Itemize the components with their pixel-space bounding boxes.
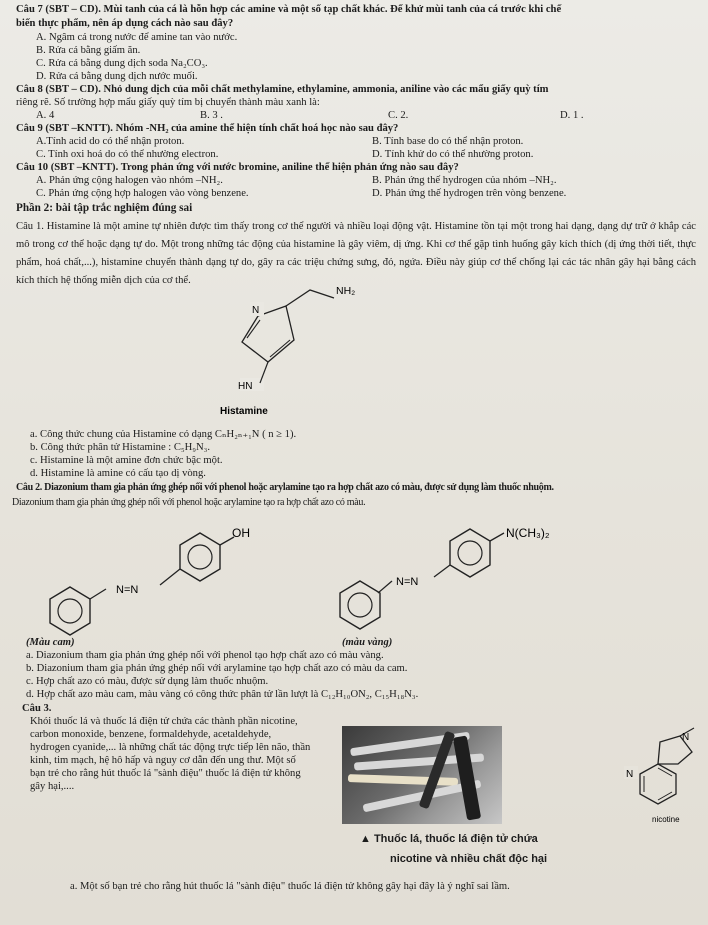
c3-line-5: bạn trẻ cho rằng hút thuốc lá "sành điệu" thuốc lá điện tử không — [30, 768, 301, 779]
c3-line-2: carbon monoxide, benzene, formaldehyde, acetaldehyde, — [30, 729, 272, 740]
nme2-label: N(CH₃)₂ — [506, 526, 550, 540]
c2-statement-b[interactable]: b. Diazonium tham gia phản ứng ghép nối với arylamine tạo hợp chất azo có màu da cam. — [26, 663, 408, 674]
nicotine-pyridine-n: N — [626, 769, 634, 780]
orange-label: (Màu cam) — [26, 637, 75, 648]
histamine-name: Histamine — [220, 406, 268, 417]
q8-option-d[interactable]: D. 1 . — [560, 110, 584, 121]
ring-n-label: N — [252, 305, 260, 316]
oh-label: OH — [232, 526, 250, 540]
q10-stem: Câu 10 (SBT –KNTT). Trong phản ứng với nước bromine, aniline thể hiện phản ứng nào sau đây? — [16, 162, 459, 173]
q7-option-b[interactable]: B. Rửa cá bằng giấm ăn. — [36, 45, 141, 56]
azo-nn-label-1: N=N — [116, 584, 139, 596]
q7-stem-2: biến thực phẩm, nên áp dụng cách nào sau đây? — [16, 18, 234, 29]
q8-option-a[interactable]: A. 4 — [36, 110, 55, 121]
q9-option-a[interactable]: A.Tính acid do có thể nhận proton. — [36, 136, 185, 147]
histamine-structure — [220, 278, 400, 418]
nh2-label: NH₂ — [336, 285, 356, 297]
photo-caption-1: ▲ Thuốc lá, thuốc lá điện tử chứa — [360, 833, 538, 845]
c3-line-3: hydrogen cyanide,... là những chất tác động trực tiếp lên não, thần — [30, 742, 311, 753]
q9-stem: Câu 9 (SBT –KNTT). Nhóm -NH₂ của amine thể hiện tính chất hoá học nào sau đây? — [16, 123, 399, 134]
nicotine-label: nicotine — [652, 815, 680, 824]
c2-stem: Câu 2. Diazonium tham gia phản ứng ghép nối với phenol hoặc arylamine tạo ra hợp chất azo có màu, được sử dụng làm thuốc nhuộm. — [16, 482, 554, 493]
q8-option-b[interactable]: B. 3 . — [200, 110, 223, 121]
q7-stem: Câu 7 (SBT – CD). Mùi tanh của cá là hỗn hợp các amine và một số tạp chất khác. Để khử mùi tanh của cá trước khi chế — [16, 4, 562, 15]
nicotine-structure — [580, 726, 700, 826]
azo-nn-label-2: N=N — [396, 576, 419, 588]
c1-statement-c[interactable]: c. Histamine là một amine đơn chức bậc một. — [30, 455, 223, 466]
q7-option-d[interactable]: D. Rửa cá bằng dung dịch nước muối. — [36, 71, 198, 82]
ethyl-chain — [286, 290, 334, 306]
yellow-label: (màu vàng) — [342, 637, 393, 648]
part2-heading: Phần 2: bài tập trắc nghiệm đúng sai — [16, 202, 193, 214]
c2-statement-a[interactable]: a. Diazonium tham gia phản ứng ghép nối với phenol tạo hợp chất azo có màu vàng. — [26, 650, 384, 661]
q8-option-c[interactable]: C. 2. — [388, 110, 409, 121]
orange-azo-structure — [20, 515, 270, 640]
q8-stem: Câu 8 (SBT – CD). Nhỏ dung dịch của mỗi chất methylamine, ethylamine, ammonia, aniline vào các mẩu giấy quỳ tím — [16, 84, 549, 95]
c2-stem-2: Diazonium tham gia phản ứng ghép nối với phenol hoặc arylamine tạo ra hợp chất azo có màu. — [12, 497, 366, 508]
c1-statement-b[interactable]: b. Công thức phân tử Histamine : C₅H₉N₃. — [30, 442, 210, 453]
q10-option-b[interactable]: B. Phản ứng thế hydrogen của nhóm –NH₂. — [372, 175, 557, 186]
nicotine-pyrrolidine-n: N — [682, 732, 690, 743]
c3-title: Câu 3. — [22, 703, 52, 714]
q7-option-a[interactable]: A. Ngâm cá trong nước để amine tan vào nước. — [36, 32, 238, 43]
hn-label: HN — [238, 381, 253, 392]
c1-statement-a[interactable]: a. Công thức chung của Histamine có dạng CₙH₂ₙ₊₁N ( n ≥ 1). — [30, 429, 297, 440]
c2-statement-d[interactable]: d. Hợp chất azo màu cam, màu vàng có công thức phân tử lần lượt là C₁₂H₁₀ON₂, C₁₅H₁₈N₃. — [26, 689, 419, 700]
c1-statement-d[interactable]: d. Histamine là amine có cấu tạo dị vòng. — [30, 468, 206, 479]
yellow-azo-structure — [330, 515, 590, 640]
q10-option-a[interactable]: A. Phản ứng cộng halogen vào nhóm –NH₂. — [36, 175, 223, 186]
c3-line-4: kinh, tim mạch, hệ hô hấp và nguy cơ dẫn đến ung thư. Một số — [30, 755, 296, 766]
q7-option-c[interactable]: C. Rửa cá bằng dung dịch soda Na₂CO₃. — [36, 58, 208, 69]
c3-line-6: gây hại,.... — [30, 781, 75, 792]
q10-option-d[interactable]: D. Phản ứng thế hydrogen trên vòng benzene. — [372, 188, 567, 199]
cigarette-photo — [342, 726, 502, 824]
c3-line-1: Khói thuốc lá và thuốc lá điện tử chứa các thành phần nicotine, — [30, 716, 298, 727]
q10-option-c[interactable]: C. Phản ứng cộng hợp halogen vào vòng benzene. — [36, 188, 249, 199]
q9-option-c[interactable]: C. Tính oxi hoá do có thể nhường electron. — [36, 149, 219, 160]
q8-stem-2: riêng rẽ. Số trường hợp mẩu giấy quỳ tím bị chuyển thành màu xanh là: — [16, 97, 320, 108]
q9-option-b[interactable]: B. Tính base do có thể nhận proton. — [372, 136, 524, 147]
c2-statement-c[interactable]: c. Hợp chất azo có màu, được sử dụng làm thuốc nhuộm. — [26, 676, 269, 687]
photo-caption-2: nicotine và nhiều chất độc hại — [390, 853, 548, 865]
c3-statement-a[interactable]: a. Một số bạn trẻ cho rằng hút thuốc lá "sành điệu" thuốc lá điện tử không gây hại đây là ý nghĩ sai lầm. — [70, 881, 510, 892]
c1-paragraph: Câu 1. Histamine là một amine tự nhiên được tìm thấy trong cơ thể người và nhiều loại động vật. Histamine tồn tại một trong hai dạng, dạng dự trữ ở khắp các mô trong cơ thể hoặc dạng tự do. Một trong những tác động của histamine là gây viêm, dị ứng. Khi cơ thể gặp tình huống gây kích thích (dị ứng thời tiết, thực phẩm, hoá chất,...), histamine chuyển thành dạng tự do, gây ra các triệu chứng sưng, đỏ, ngứa. Điều này giúp cơ thể chống lại các tác nhân gây hại bằng cách kích thích hệ thống miễn dịch của cơ thể. — [16, 221, 696, 286]
q9-option-d[interactable]: D. Tính khử do có thể nhường proton. — [372, 149, 534, 160]
